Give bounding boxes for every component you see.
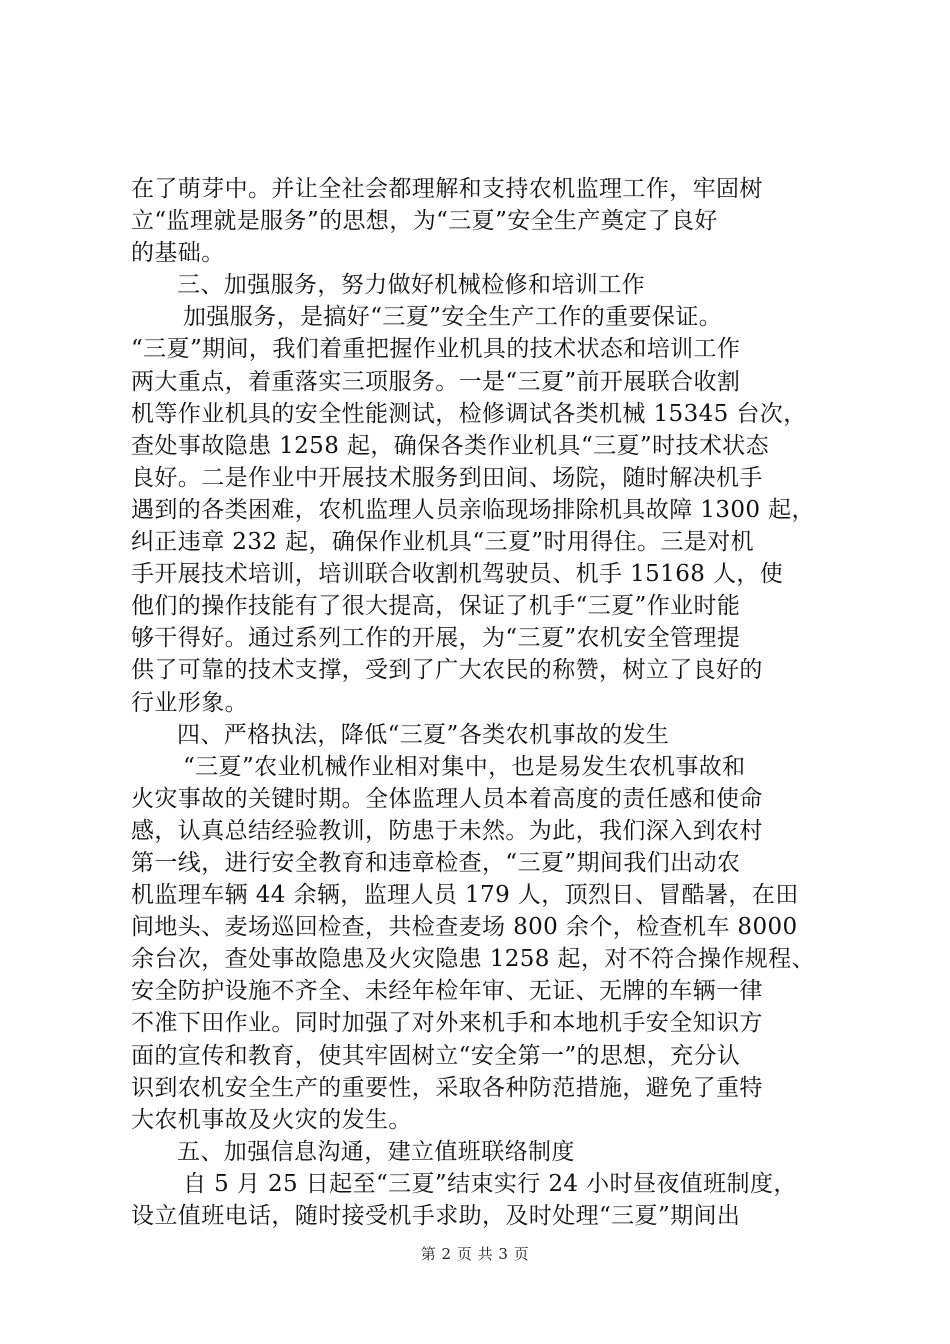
page-footer: 第 2 页 共 3 页 [420,1245,530,1263]
text-line: 安全防护设施不齐全、未经年检年审、无证、无牌的车辆一律 [131,978,763,1005]
text-line: 加强服务，是搞好“三夏”安全生产工作的重要保证。 [183,304,723,331]
text-line: 自 5 月 25 日起至“三夏”结束实行 24 小时昼夜值班制度， [183,1170,797,1197]
text-line: 不准下田作业。同时加强了对外来机手和本地机手安全知识方 [131,1010,763,1037]
section-heading: 五、加强信息沟通，建立值班联络制度 [177,1138,575,1165]
text-line: 纠正违章 232 起，确保作业机具“三夏”时用得住。三是对机 [131,529,755,556]
text-line: 间地头、麦场巡回检查，共检查麦场 800 余个，检查机车 8000 [131,914,798,941]
text-line: 他们的操作技能有了很大提高，保证了机手“三夏”作业时能 [131,593,741,620]
text-line: 识到农机安全生产的重要性，采取各种防范措施，避免了重特 [131,1074,763,1101]
text-line: 两大重点，着重落实三项服务。一是“三夏”前开展联合收割 [131,368,741,395]
section-heading: 四、严格执法，降低“三夏”各类农机事故的发生 [177,721,670,748]
text-line: 大农机事故及火灾的发生。 [131,1106,412,1133]
text-line: 机监理车辆 44 余辆，监理人员 179 人，顶烈日、冒酷暑，在田 [131,882,799,909]
text-line: 立“监理就是服务”的思想，为“三夏”安全生产奠定了良好 [131,208,718,235]
text-line: 在了萌芽中。并让全社会都理解和支持农机监理工作，牢固树 [131,176,763,202]
text-line: 良好。二是作业中开展技术服务到田间、场院，随时解决机手 [131,464,763,491]
text-line: 够干得好。通过系列工作的开展，为“三夏”农机安全管理提 [131,625,741,652]
text-line: 余台次，查处事故隐患及火灾隐患 1258 起，对不符合操作规程、 [131,946,815,973]
body-text [131,173,831,1232]
text-line: 感，认真总结经验教训，防患于未然。为此，我们深入到农村 [131,817,763,844]
text-line: “三夏”期间，我们着重把握作业机具的技术状态和培训工作 [131,336,741,363]
text-line: 机等作业机具的安全性能测试，检修调试各类机械 15345 台次， [131,400,807,427]
text-line: 手开展技术培训，培训联合收割机驾驶员、机手 15168 人，使 [131,561,784,588]
text-line: “三夏”农业机械作业相对集中，也是易发生农机事故和 [183,753,746,780]
section-heading: 三、加强服务，努力做好机械检修和培训工作 [177,272,645,299]
text-line: 的基础。 [131,240,225,267]
text-line: 遇到的各类困难，农机监理人员亲临现场排除机具故障 1300 起， [131,496,815,523]
text-line: 供了可靠的技术支撑，受到了广大农民的称赞，树立了良好的 [131,657,763,684]
text-line: 面的宣传和教育，使其牢固树立“安全第一”的思想，充分认 [131,1042,741,1069]
text-line: 查处事故隐患 1258 起，确保各类作业机具“三夏”时技术状态 [131,432,770,459]
text-line: 火灾事故的关键时期。全体监理人员本着高度的责任感和使命 [131,785,763,812]
text-line: 设立值班电话，随时接受机手求助，及时处理“三夏”期间出 [131,1203,741,1229]
text-line: 行业形象。 [131,689,248,716]
text-line: 第一线，进行安全教育和违章检查，“三夏”期间我们出动农 [131,849,741,876]
